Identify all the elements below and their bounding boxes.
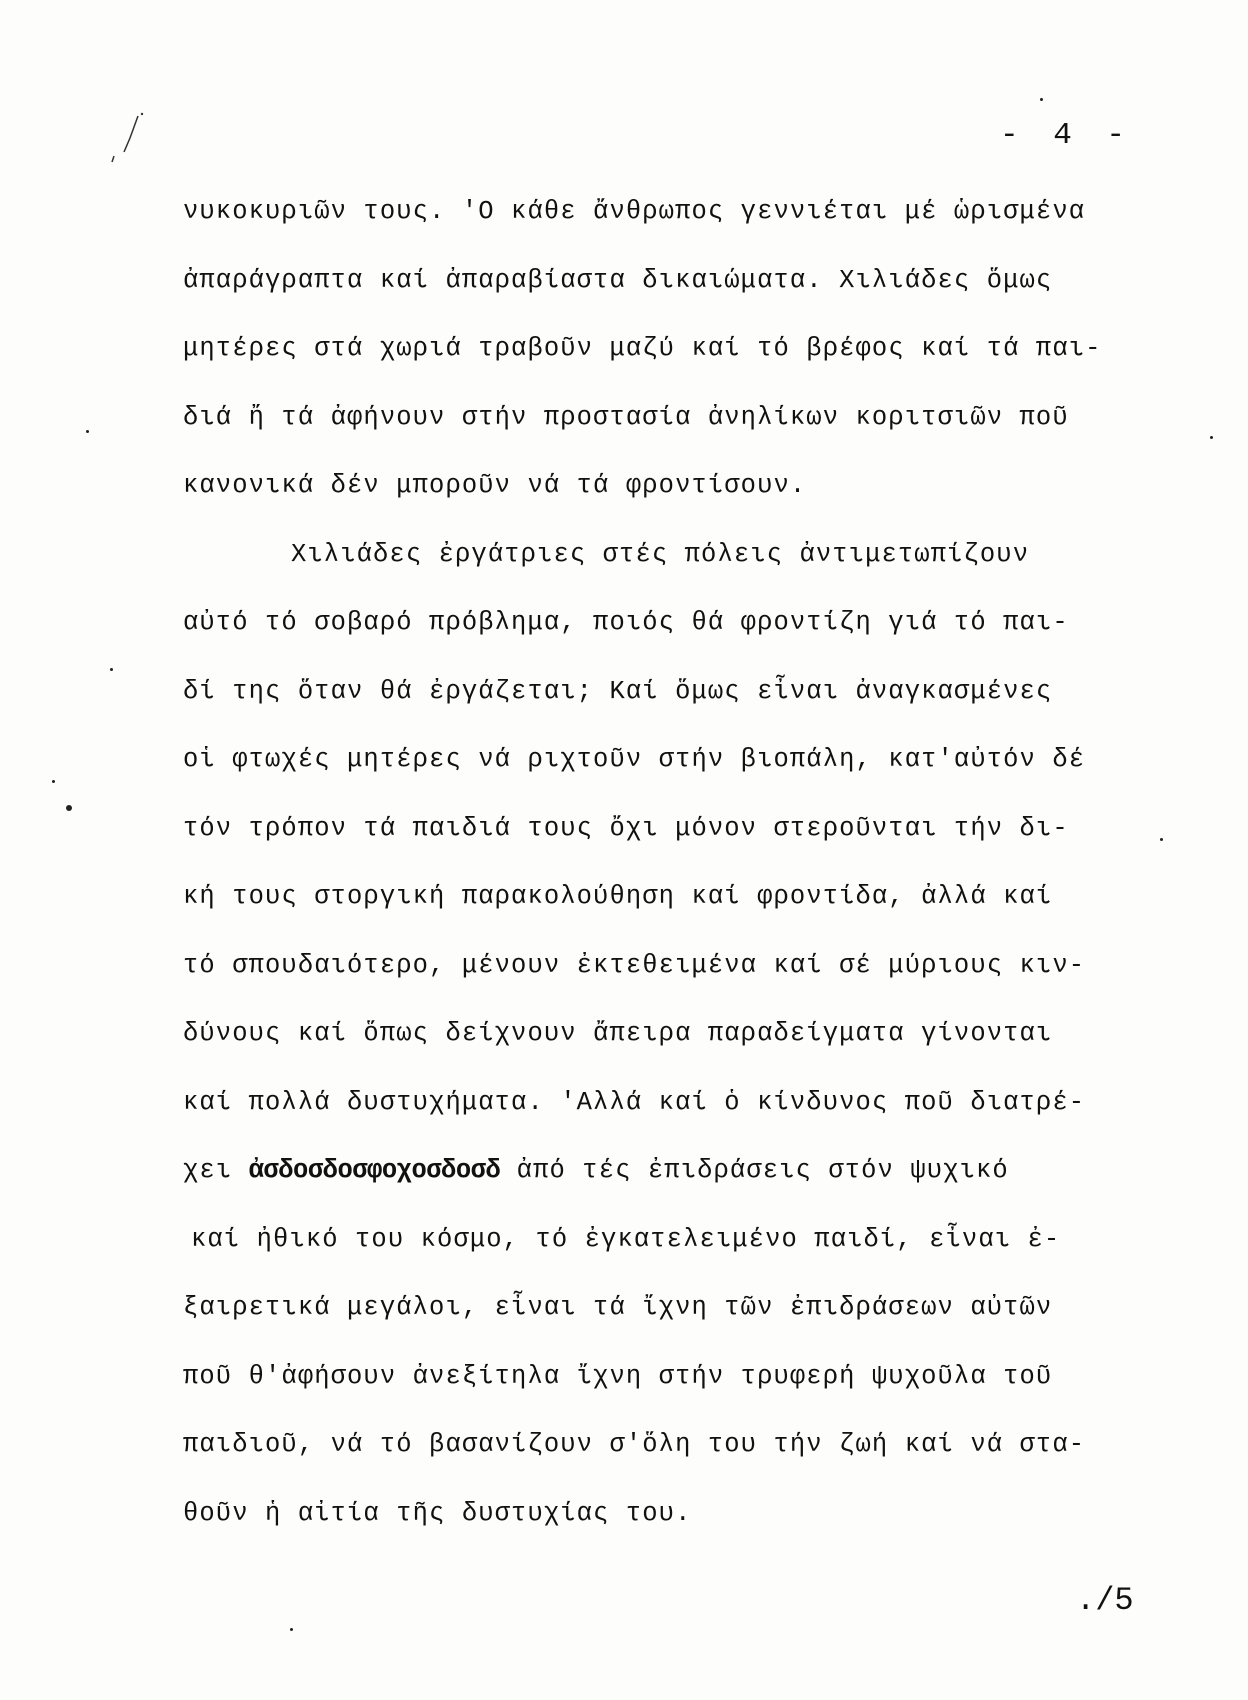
text-line: καί ἠθικό του κόσμο, τό ἐγκατελειμένο παιδί, εἶναι ἐ-	[191, 1224, 1061, 1254]
text-line: καί πολλά δυστυχήματα. 'Αλλά καί ὁ κίνδυνος ποῦ διατρέ-	[183, 1087, 1086, 1117]
text-line: ποῦ θ'ἀφήσουν ἀνεξίτηλα ἴχνη στήν τρυφερή ψυχοῦλα τοῦ	[183, 1361, 1053, 1391]
text-line: μητέρες στά χωριά τραβοῦν μαζύ καί τό βρέφος καί τά παι-	[183, 334, 1102, 363]
text-line: Χιλιάδες ἐργάτριες στές πόλεις ἀντιμετωπίζουν	[291, 539, 1030, 569]
ink-speck	[1040, 98, 1043, 101]
text-line: κή τους στοργική παρακολούθηση καί φροντίδα, ἀλλά καί	[183, 882, 1053, 911]
next-page-marker: ./5	[1076, 1582, 1134, 1619]
line-suffix: ἀπό τές ἐπιδράσεις στόν ψυχικό	[500, 1156, 1009, 1185]
text-line-overstrike	[183, 1137, 1203, 1206]
ink-speck	[290, 1628, 293, 1631]
ink-speck	[86, 430, 89, 433]
text-line: κανονικά δέν μποροῦν νά τά φροντίσουν.	[183, 471, 807, 500]
text-line: αὐτό τό σοβαρό πρόβλημα, ποιός θά φροντίζη γιά τό παι-	[183, 608, 1069, 637]
text-line: νυκοκυριῶν τους. 'Ο κάθε ἄνθρωπος γεννιέται μέ ὡρισμένα	[183, 197, 1086, 226]
text-line: δί της ὅταν θά ἐργάζεται; Καί ὅμως εἶναι ἀναγκασμένες	[183, 676, 1053, 706]
text-line: δύνους καί ὅπως δείχνουν ἄπειρα παραδείγματα γίνονται	[183, 1019, 1053, 1048]
text-line: ξαιρετικά μεγάλοι, εἶναι τά ἴχνη τῶν ἐπιδράσεων αὐτῶν	[183, 1293, 1053, 1322]
ink-speck	[1210, 436, 1213, 439]
body-text	[183, 178, 1203, 1548]
text-line: ἀπαράγραπτα καί ἀπαραβίαστα δικαιώματα. Χιλιάδες ὅμως	[183, 265, 1053, 295]
ink-speck	[1160, 838, 1163, 841]
page-number: - 4 -	[1000, 118, 1134, 153]
ink-speck	[110, 668, 113, 671]
text-line: διά ἤ τά ἀφήνουν στήν προστασία ἀνηλίκων κοριτσιῶν ποῦ	[183, 402, 1069, 432]
ink-speck	[52, 780, 55, 783]
text-line: παιδιοῦ, νά τό βασανίζουν σ'ὅλη του τήν ζωή καί νά στα-	[183, 1430, 1086, 1459]
text-line: τό σπουδαιότερο, μένουν ἐκτεθειμένα καί σέ μύριους κιν-	[183, 950, 1086, 980]
text-line: οἱ φτωχές μητέρες νά ριχτοῦν στήν βιοπάλη, κατ'αὐτόν δέ	[183, 745, 1086, 774]
text-line: θοῦν ἡ αἰτία τῆς δυστυχίας του.	[183, 1498, 692, 1528]
ink-speck	[66, 805, 72, 811]
text-line: τόν τρόπον τά παιδιά τους ὄχι μόνον στεροῦνται τήν δι-	[183, 813, 1069, 843]
pen-mark-icon	[90, 108, 150, 168]
line-prefix: χει	[183, 1156, 249, 1185]
overstruck-text: ἀσδοσδοσφοχοσδοσδ	[248, 1156, 501, 1185]
